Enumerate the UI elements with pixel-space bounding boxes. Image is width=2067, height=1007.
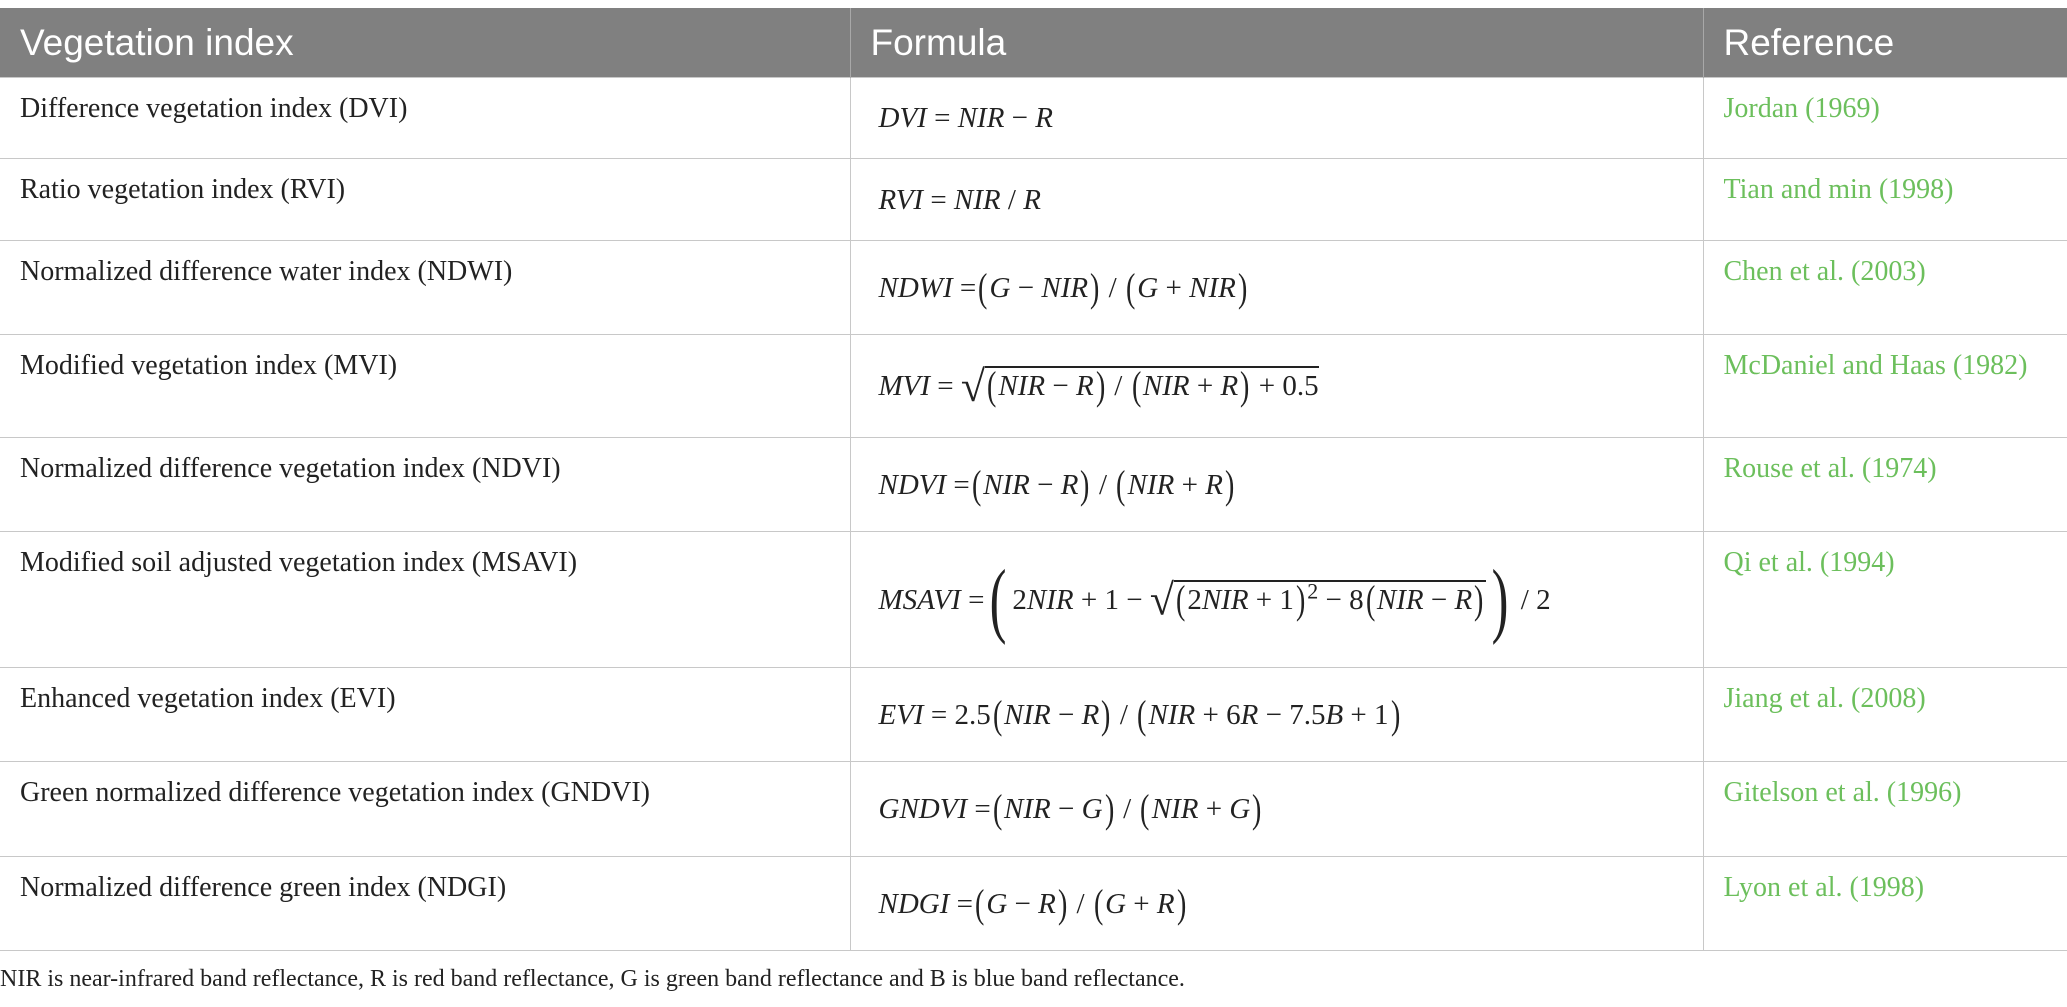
table-row <box>0 159 2067 241</box>
formula-evi: EVI = 2.5(NIR − R) / (NIR + 6R − 7.5B + 1) <box>850 668 1703 762</box>
index-name: Difference vegetation index (DVI) <box>0 78 850 159</box>
index-name: Green normalized difference vegetation index (GNDVI) <box>0 762 850 857</box>
reference-link[interactable]: Tian and min (1998) <box>1703 159 2067 241</box>
table-row <box>0 438 2067 532</box>
formula-rvi: RVI = NIR / R <box>850 159 1703 241</box>
formula-gndvi: GNDVI =(NIR − G) / (NIR + G) <box>850 762 1703 857</box>
reference-link[interactable]: McDaniel and Haas (1982) <box>1703 335 2067 438</box>
index-name: Ratio vegetation index (RVI) <box>0 159 850 241</box>
table-row <box>0 335 2067 438</box>
table-row <box>0 762 2067 857</box>
table-row <box>0 532 2067 668</box>
table-row <box>0 78 2067 159</box>
index-name: Normalized difference vegetation index (NDVI) <box>0 438 850 532</box>
table-row <box>0 668 2067 762</box>
header-vegetation-index: Vegetation index <box>0 8 850 78</box>
reference-link[interactable]: Gitelson et al. (1996) <box>1703 762 2067 857</box>
formula-mvi: MVI = √(NIR − R) / (NIR + R) + 0.5 <box>850 335 1703 438</box>
reference-link[interactable]: Chen et al. (2003) <box>1703 241 2067 335</box>
index-name: Modified soil adjusted vegetation index (MSAVI) <box>0 532 850 668</box>
index-name: Normalized difference green index (NDGI) <box>0 857 850 951</box>
header-reference: Reference <box>1703 8 2067 78</box>
reference-link[interactable]: Lyon et al. (1998) <box>1703 857 2067 951</box>
reference-link[interactable]: Jordan (1969) <box>1703 78 2067 159</box>
formula-ndvi: NDVI =(NIR − R) / (NIR + R) <box>850 438 1703 532</box>
formula-ndwi: NDWI =(G − NIR) / (G + NIR) <box>850 241 1703 335</box>
header-formula: Formula <box>850 8 1703 78</box>
table-header-row <box>0 8 2067 78</box>
index-name: Normalized difference water index (NDWI) <box>0 241 850 335</box>
formula-ndgi: NDGI =(G − R) / (G + R) <box>850 857 1703 951</box>
index-name: Enhanced vegetation index (EVI) <box>0 668 850 762</box>
vegetation-index-table <box>0 8 2067 951</box>
table-row <box>0 857 2067 951</box>
formula-dvi: DVI = NIR − R <box>850 78 1703 159</box>
index-name: Modified vegetation index (MVI) <box>0 335 850 438</box>
reference-link[interactable]: Jiang et al. (2008) <box>1703 668 2067 762</box>
reference-link[interactable]: Rouse et al. (1974) <box>1703 438 2067 532</box>
table-footnote: NIR is near-infrared band reflectance, R is red band reflectance, G is green band reflectance and B is blue band reflectance. <box>0 966 1185 992</box>
formula-msavi: MSAVI =( $2NIR + 1 - √(2NIR + 1)^2 - 8(NIR - R)) / 2$ <box>850 532 1703 668</box>
table-row <box>0 241 2067 335</box>
reference-link[interactable]: Qi et al. (1994) <box>1703 532 2067 668</box>
